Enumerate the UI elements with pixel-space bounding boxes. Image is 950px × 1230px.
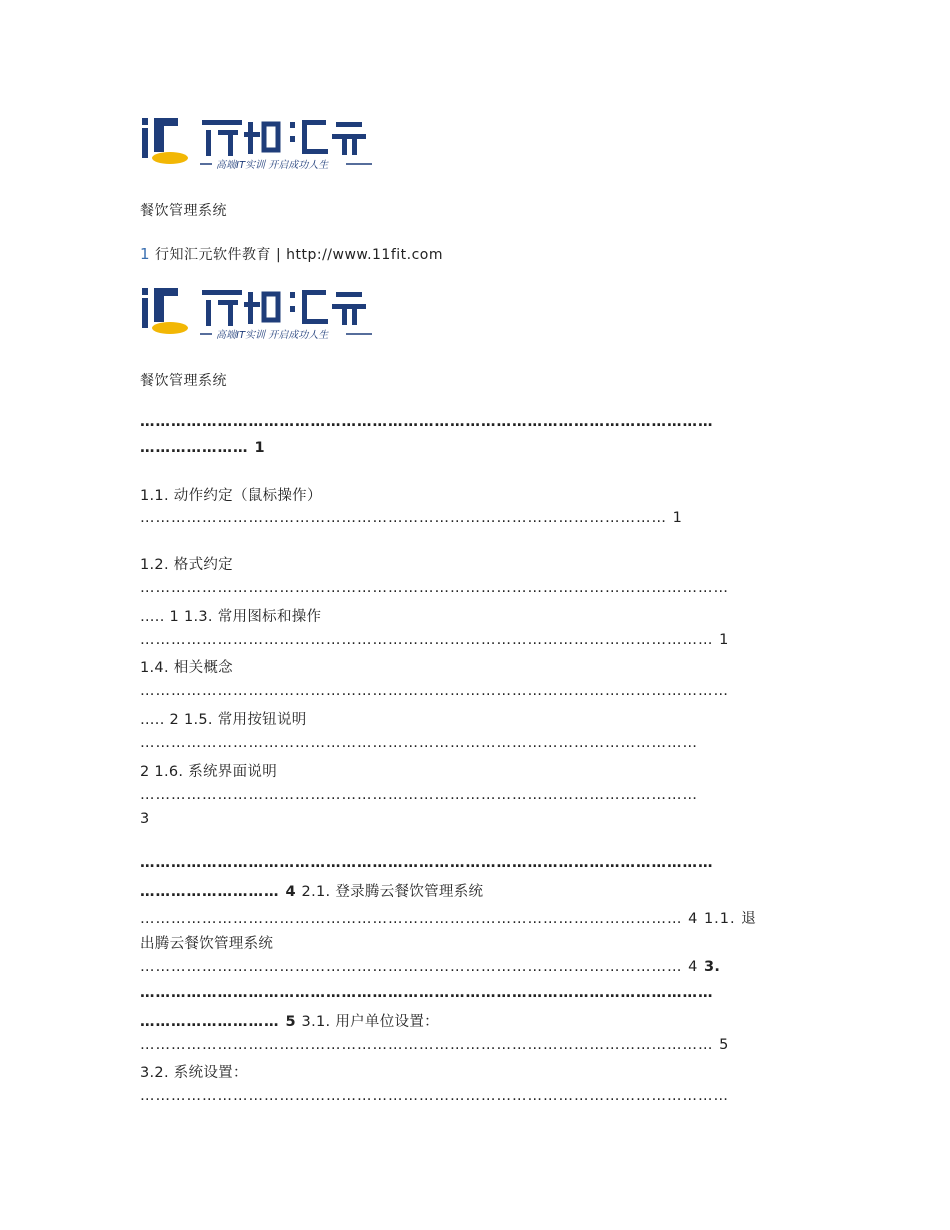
toc-line: ………………………………………………………………………………………………… 5 <box>140 1037 730 1053</box>
brand-logo-icon <box>140 282 375 340</box>
toc-line: ………………………………………………………………………………………………… <box>140 414 714 430</box>
footer-text: 行知汇元软件教育 | http://www.11fit.com <box>155 247 443 263</box>
toc-entry-3-2[interactable]: 3.2. 系统设置： <box>140 1065 248 1081</box>
toc-entry-1-3[interactable]: ….. 1 1.3. 常用图标和操作 <box>140 609 322 625</box>
brand-logo <box>140 112 375 170</box>
toc-line: ………………………………………………………………………………………… 1 <box>140 510 683 526</box>
toc-entry-1-4[interactable]: 1.4. 相关概念 <box>140 660 233 676</box>
page-number: 1 <box>140 245 151 263</box>
toc-line: ………………… 1 <box>140 440 266 456</box>
svg-text:高端IT实训 开启成功人生: 高端IT实训 开启成功人生 <box>216 330 329 340</box>
toc-entry-text: 2.1. 登录腾云餐饮管理系统 <box>296 884 484 900</box>
brand-logo-icon <box>140 112 375 170</box>
toc-line: ……………………………………………………………………………………………… <box>140 735 698 751</box>
toc-line: …………………………………………………………………………………………………… <box>140 1088 729 1104</box>
toc-entry-1-1[interactable]: 1.1. 动作约定（鼠标操作） <box>140 488 322 504</box>
toc-line: ………………………………………………………………………………………………… <box>140 855 714 871</box>
toc-entry-1-5[interactable]: ….. 2 1.5. 常用按钮说明 <box>140 712 307 728</box>
toc-line: …………………………………………………………………………………………… 4 1.1. 退 <box>140 911 757 927</box>
toc-line <box>140 959 810 975</box>
toc-line: …………………………………………………………………………………………………… <box>140 683 729 699</box>
toc-entry-1-6[interactable]: 2 1.6. 系统界面说明 <box>140 764 278 780</box>
toc-line: 3 <box>140 811 150 827</box>
toc-line: …………………………………………………………………………………………………… <box>140 580 729 596</box>
toc-chapter-3[interactable]: 3. <box>703 959 721 975</box>
toc-entry-1-1b[interactable]: 出腾云餐饮管理系统 <box>140 936 274 952</box>
toc-entry-text: 3.1. 用户单位设置： <box>296 1014 439 1030</box>
toc-line: ………………………………………………………………………………………………… <box>140 985 714 1001</box>
toc-dots: ……………………… 4 <box>140 884 297 900</box>
toc-entry-1-2[interactable]: 1.2. 格式约定 <box>140 557 233 573</box>
svg-text:高端IT实训 开启成功人生: 高端IT实训 开启成功人生 <box>216 160 329 170</box>
toc-line: ……………………………………………………………………………………………… <box>140 787 698 803</box>
footer-line <box>140 244 443 264</box>
doc-title: 餐饮管理系统 <box>140 203 227 219</box>
toc-entry-2-1[interactable] <box>140 880 810 901</box>
doc-title: 餐饮管理系统 <box>140 373 227 389</box>
toc-dots: …………………………………………………………………………………………… 4 <box>140 959 704 975</box>
toc-entry-3-1[interactable] <box>140 1010 810 1031</box>
brand-logo <box>140 282 375 340</box>
toc-dots: ……………………… 5 <box>140 1014 297 1030</box>
toc-line: ………………………………………………………………………………………………… 1 <box>140 632 730 648</box>
